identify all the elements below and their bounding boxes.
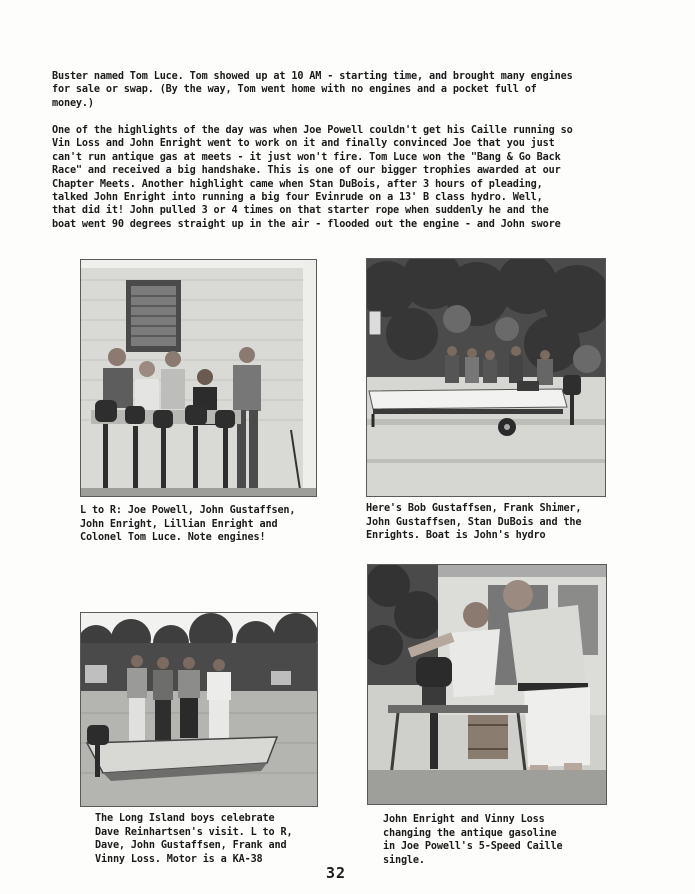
article-paragraph-1: Buster named Tom Luce. Tom showed up at 10 AM - starting time, and brought many engines for sale or swap. (By the way, Tom went home with no engines and a pocket full of money.) (52, 71, 573, 109)
photo-long-island-boys (80, 612, 318, 807)
photo-caption-3: The Long Island boys celebrate Dave Reinhartsen's visit. L to R, Dave, John Gustaffsen, Frank and Vinny Loss. Motor is a KA-38 (95, 813, 293, 865)
photo-long-island-boys-image (81, 613, 317, 806)
photo-caption-2: Here's Bob Gustaffsen, Frank Shimer, John Gustaffsen, Stan DuBois and the Enrights. Boat is John's hydro (366, 503, 582, 542)
page-number: 32 (326, 864, 347, 882)
photo-changing-gasoline-image (368, 565, 606, 804)
photo-caption-1: L to R: Joe Powell, John Gustaffsen, John Enright, Lillian Enright and Colonel Tom Luce. Note engines! (80, 505, 296, 544)
photo-hydro-boat-image (367, 259, 605, 496)
photo-caption-4: John Enright and Vinny Loss changing the antique gasoline in Joe Powell's 5-Speed Caille single. (383, 814, 563, 866)
photo-hydro-boat-on-trailer (366, 258, 606, 497)
photo-group-with-engines (80, 259, 317, 497)
photo-group-with-engines-image (81, 260, 316, 496)
photo-changing-gasoline (367, 564, 607, 805)
article-paragraph-2: One of the highlights of the day was when Joe Powell couldn't get his Caille running so Vin Loss and John Enright went to work on it and finally convinced Joe that you just can't run antique gas at meets - it just won't fire. Tom Luce won the "Bang & Go Back Race" and received a big handshake. This is one of our bigger trophies awarded at our Chapter Meets. Another highlight came when Stan DuBois, after 3 hours of pleading, talked John Enright into running a big four Evinrude on a 13' B class hydro. Well, that did it! John pulled 3 or 4 times on that starter rope when suddenly he and the boat went 90 degrees straight up in the air - flooded out the engine - and John swore (52, 125, 573, 230)
